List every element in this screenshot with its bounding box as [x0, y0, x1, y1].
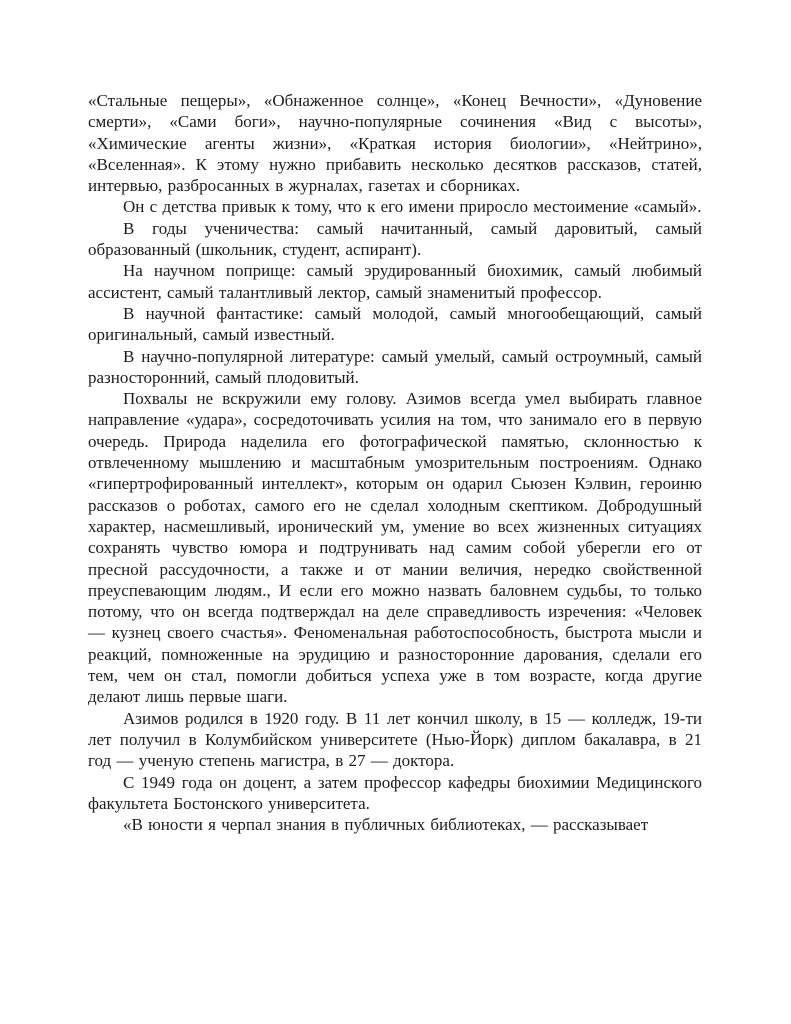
paragraph: В научной фантастике: самый молодой, самый многообещающий, самый оригинальный, самый известный. [88, 303, 702, 345]
page-text [88, 90, 702, 835]
paragraph: Похвалы не вскружили ему голову. Азимов всегда умел выбирать главное направление «удара», сосредоточивать усилия на том, что занимало его в первую очередь. Природа наделила его фотографической памятью, склонностью к отвлеченному мышлению и масштабным умозрительным построениям. Однако «гипертрофированный интеллект», которым он одарил Сьюзен Кэлвин, героиню рассказов о роботах, самого его не сделал холодным скептиком. Добродушный характер, насмешливый, иронический ум, умение во всех жизненных ситуациях сохранять чувство юмора и подтрунивать над самим собой уберегли его от пресной рассудочности, а также и от мании величия, нередко свойственной преуспевающим людям., И если его можно назвать баловнем судьбы, то только потому, что он всегда подтверждал на деле справедливость изречения: «Человек — кузнец своего счастья». Феноменальная работоспособность, быстрота мысли и реакций, помноженные на эрудицию и разносторонние дарования, сделали его тем, чем он стал, помогли добиться успеха уже в том возрасте, когда другие делают лишь первые шаги. [88, 389, 702, 707]
paragraph: В научно-популярной литературе: самый умелый, самый остроумный, самый разносторонний, самый плодовитый. [88, 346, 702, 387]
paragraph: Азимов родился в 1920 году. В 11 лет кончил школу, в 15 — колледж, 19-ти лет получил в Колумбийском университете (Нью-Йорк) диплом бакалавра, в 21 год — ученую степень магистра, в 27 — доктора. [88, 708, 702, 771]
paragraph: С 1949 года он доцент, а затем профессор кафедры биохимии Медицинского факультета Бостонского университета. [88, 772, 702, 813]
paragraph: «Стальные пещеры», «Обнаженное солнце», «Конец Вечности», «Дуновение смерти», «Сами боги», научно-популярные сочинения «Вид с высоты», «Химические агенты жизни», «Краткая история биологии», «Нейтрино», «Вселенная». К этому нужно прибавить несколько десятков рассказов, статей, интервью, разбросанных в журналах, газетах и сборниках. [88, 91, 702, 196]
paragraph: На научном поприще: самый эрудированный биохимик, самый любимый ассистент, самый талантливый лектор, самый знаменитый профессор. [88, 261, 702, 302]
paragraph: Он с детства привык к тому, что к его имени приросло местоимение «самый». [123, 197, 702, 217]
paragraph: В годы ученичества: самый начитанный, самый даровитый, самый образованный (школьник, студент, аспирант). [88, 218, 702, 260]
paragraph: «В юности я черпал знания в публичных библиотеках, — рассказывает [123, 815, 649, 835]
